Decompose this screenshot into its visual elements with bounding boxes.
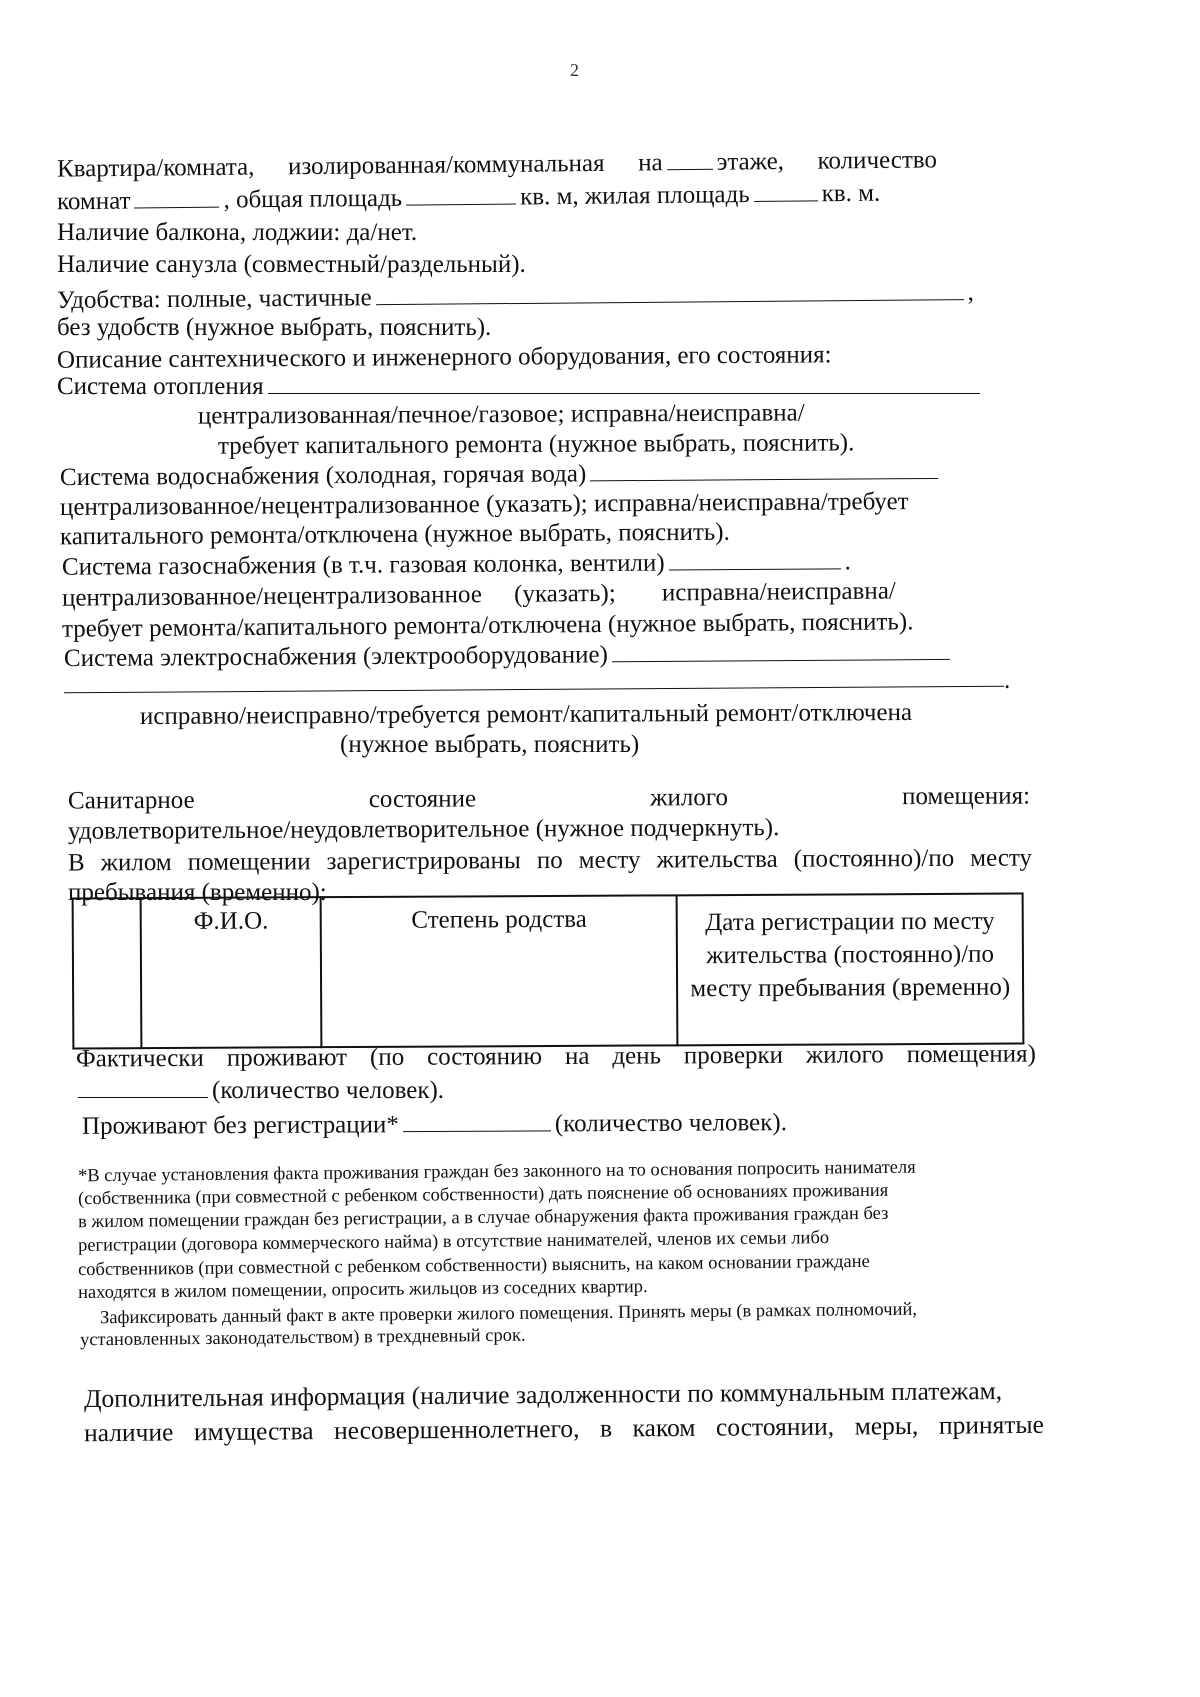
unregistered-label: Проживают без регистрации* — [81, 1111, 399, 1140]
sqm-unit: кв. м. — [821, 179, 881, 208]
gas-options-2: требует ремонта/капитального ремонта/отключена (нужное выбрать, пояснить). — [61, 608, 914, 643]
table-header-name: Ф.И.О. — [141, 897, 322, 1048]
living-area-blank[interactable] — [754, 180, 818, 202]
rooms-label: комнат — [56, 187, 131, 216]
isolation-type-label: изолированная/коммунальная — [287, 149, 605, 181]
electric-end: . — [1004, 667, 1011, 694]
water-options-1: централизованное/нецентрализованное (указать); исправна/неисправна/требует — [59, 488, 909, 521]
table-header-registration-date: Дата регистрации по месту жительства (постоянно)/по месту пребывания (временно) — [677, 894, 1023, 1046]
balcony-line: Наличие балкона, лоджии: да/нет. — [57, 219, 418, 246]
equipment-intro: Описание сантехнического и инженерного оборудования, его состояния: — [56, 341, 832, 374]
additional-line-1: Дополнительная информация (наличие задолженности по коммунальным платежам, — [83, 1375, 1003, 1414]
footnote-line: установленных законодательством) в трехдневный срок. — [79, 1325, 526, 1351]
electric-options-1: исправно/неисправно/требуется ремонт/капитальный ремонт/отключена — [139, 698, 913, 731]
gas-label: Система газоснабжения (в т.ч. газовая колонка, вентили) — [61, 549, 665, 581]
rooms-blank[interactable] — [134, 187, 219, 209]
footnote-line: в жилом помещении граждан без регистрации, а в случае обнаружения факта проживания граждан без — [77, 1203, 889, 1233]
rooms-count-label: количество — [817, 146, 938, 175]
table-header-index — [73, 898, 142, 1048]
table-row — [73, 894, 1024, 1049]
page-number: 2 — [570, 60, 579, 80]
water-blank[interactable] — [590, 458, 938, 481]
amenities-blank[interactable] — [376, 279, 964, 305]
heating-blank[interactable] — [268, 373, 980, 394]
total-area-label: , общая площадь — [223, 184, 403, 214]
heating-options-2: требует капитального ремонта (нужное выбрать, пояснить). — [217, 429, 855, 460]
unregistered-line: Проживают без регистрации* (количество человек). — [81, 1109, 788, 1140]
electric-blank-line-2[interactable] — [64, 686, 1004, 694]
water-options-2: капитального ремонта/отключена (нужное выбрать, пояснить). — [59, 518, 730, 551]
living-area-label: кв. м, жилая площадь — [519, 181, 750, 211]
apartment-type-label: Квартира/комната, — [56, 153, 255, 183]
floor-prefix: на этаже, — [638, 147, 785, 177]
amenities-line: Удобства: полные, частичные , — [56, 278, 974, 315]
electric-label: Система электроснабжения (электрооборудование) — [63, 641, 609, 673]
electric-blank[interactable] — [612, 639, 950, 662]
heating-options-1: централизованная/печное/газовое; исправна/неисправна/ — [197, 399, 805, 430]
no-amenities-line: без удобств (нужное выбрать, пояснить). — [57, 314, 492, 341]
footnote-line: регистрации (договора коммерческого найма) в отсутствие нанимателей, членов их семьи либо — [77, 1228, 830, 1256]
apartment-line-2 — [57, 179, 881, 218]
footnote-line: (собственника (при совместной с ребенком собственности) дать пояснение об основаниях проживания — [77, 1180, 889, 1210]
heating-label: Система отопления — [57, 373, 264, 400]
floor-blank[interactable] — [667, 149, 713, 170]
gas-line: Система газоснабжения (в т.ч. газовая колонка, вентили) . — [61, 548, 851, 581]
actual-count-blank[interactable] — [78, 1077, 208, 1098]
registered-line-1: В жилом помещении зарегистрированы по месту жительства (постоянно)/по месту — [67, 844, 1033, 877]
footnote-line: собственников (при совместной с ребенком собственности) выяснить, на каком основании граждане — [77, 1251, 870, 1281]
heating-line — [57, 372, 984, 402]
additional-line-2: наличие имущества несовершеннолетнего, в каком состоянии, меры, принятые — [83, 1409, 1045, 1448]
footnote-line: Зафиксировать данный факт в акте проверки жилого помещения. Принять меры (в рамках полномочий, — [99, 1299, 918, 1329]
electric-line — [64, 638, 954, 674]
registration-table — [72, 893, 1025, 1050]
unregistered-count-blank[interactable] — [403, 1110, 551, 1132]
footnote-line: *В случае установления факта проживания граждан без законного на то основания попросить нанимателя — [77, 1157, 916, 1187]
actual-line-2: (количество человек). — [78, 1076, 444, 1106]
amenities-label: Удобства: полные, частичные — [56, 284, 372, 315]
gas-blank[interactable] — [669, 548, 841, 570]
footnote-line: находятся в жилом помещении, опросить жильцов из соседних квартир. — [77, 1277, 648, 1303]
total-area-blank[interactable] — [406, 184, 516, 206]
electric-options-2: (нужное выбрать, пояснить) — [340, 731, 640, 758]
sanitary-options: удовлетворительное/неудовлетворительное (нужное подчеркнуть). — [67, 814, 780, 845]
gas-options-1: централизованное/нецентрализованное (указать); исправна/неисправна/ — [61, 577, 896, 612]
water-label: Система водоснабжения (холодная, горячая вода) — [59, 460, 587, 492]
bathroom-line: Наличие санузла (совместный/раздельный). — [57, 251, 526, 278]
sanitary-line: Санитарное состояние жилого помещения: — [67, 782, 1031, 815]
table-header-relation: Степень родства — [321, 895, 678, 1047]
registered-line-2: пребывания (временно): — [68, 879, 327, 906]
actual-line-1: Фактически проживают (по состоянию на день проверки жилого помещения) — [75, 1040, 1036, 1073]
